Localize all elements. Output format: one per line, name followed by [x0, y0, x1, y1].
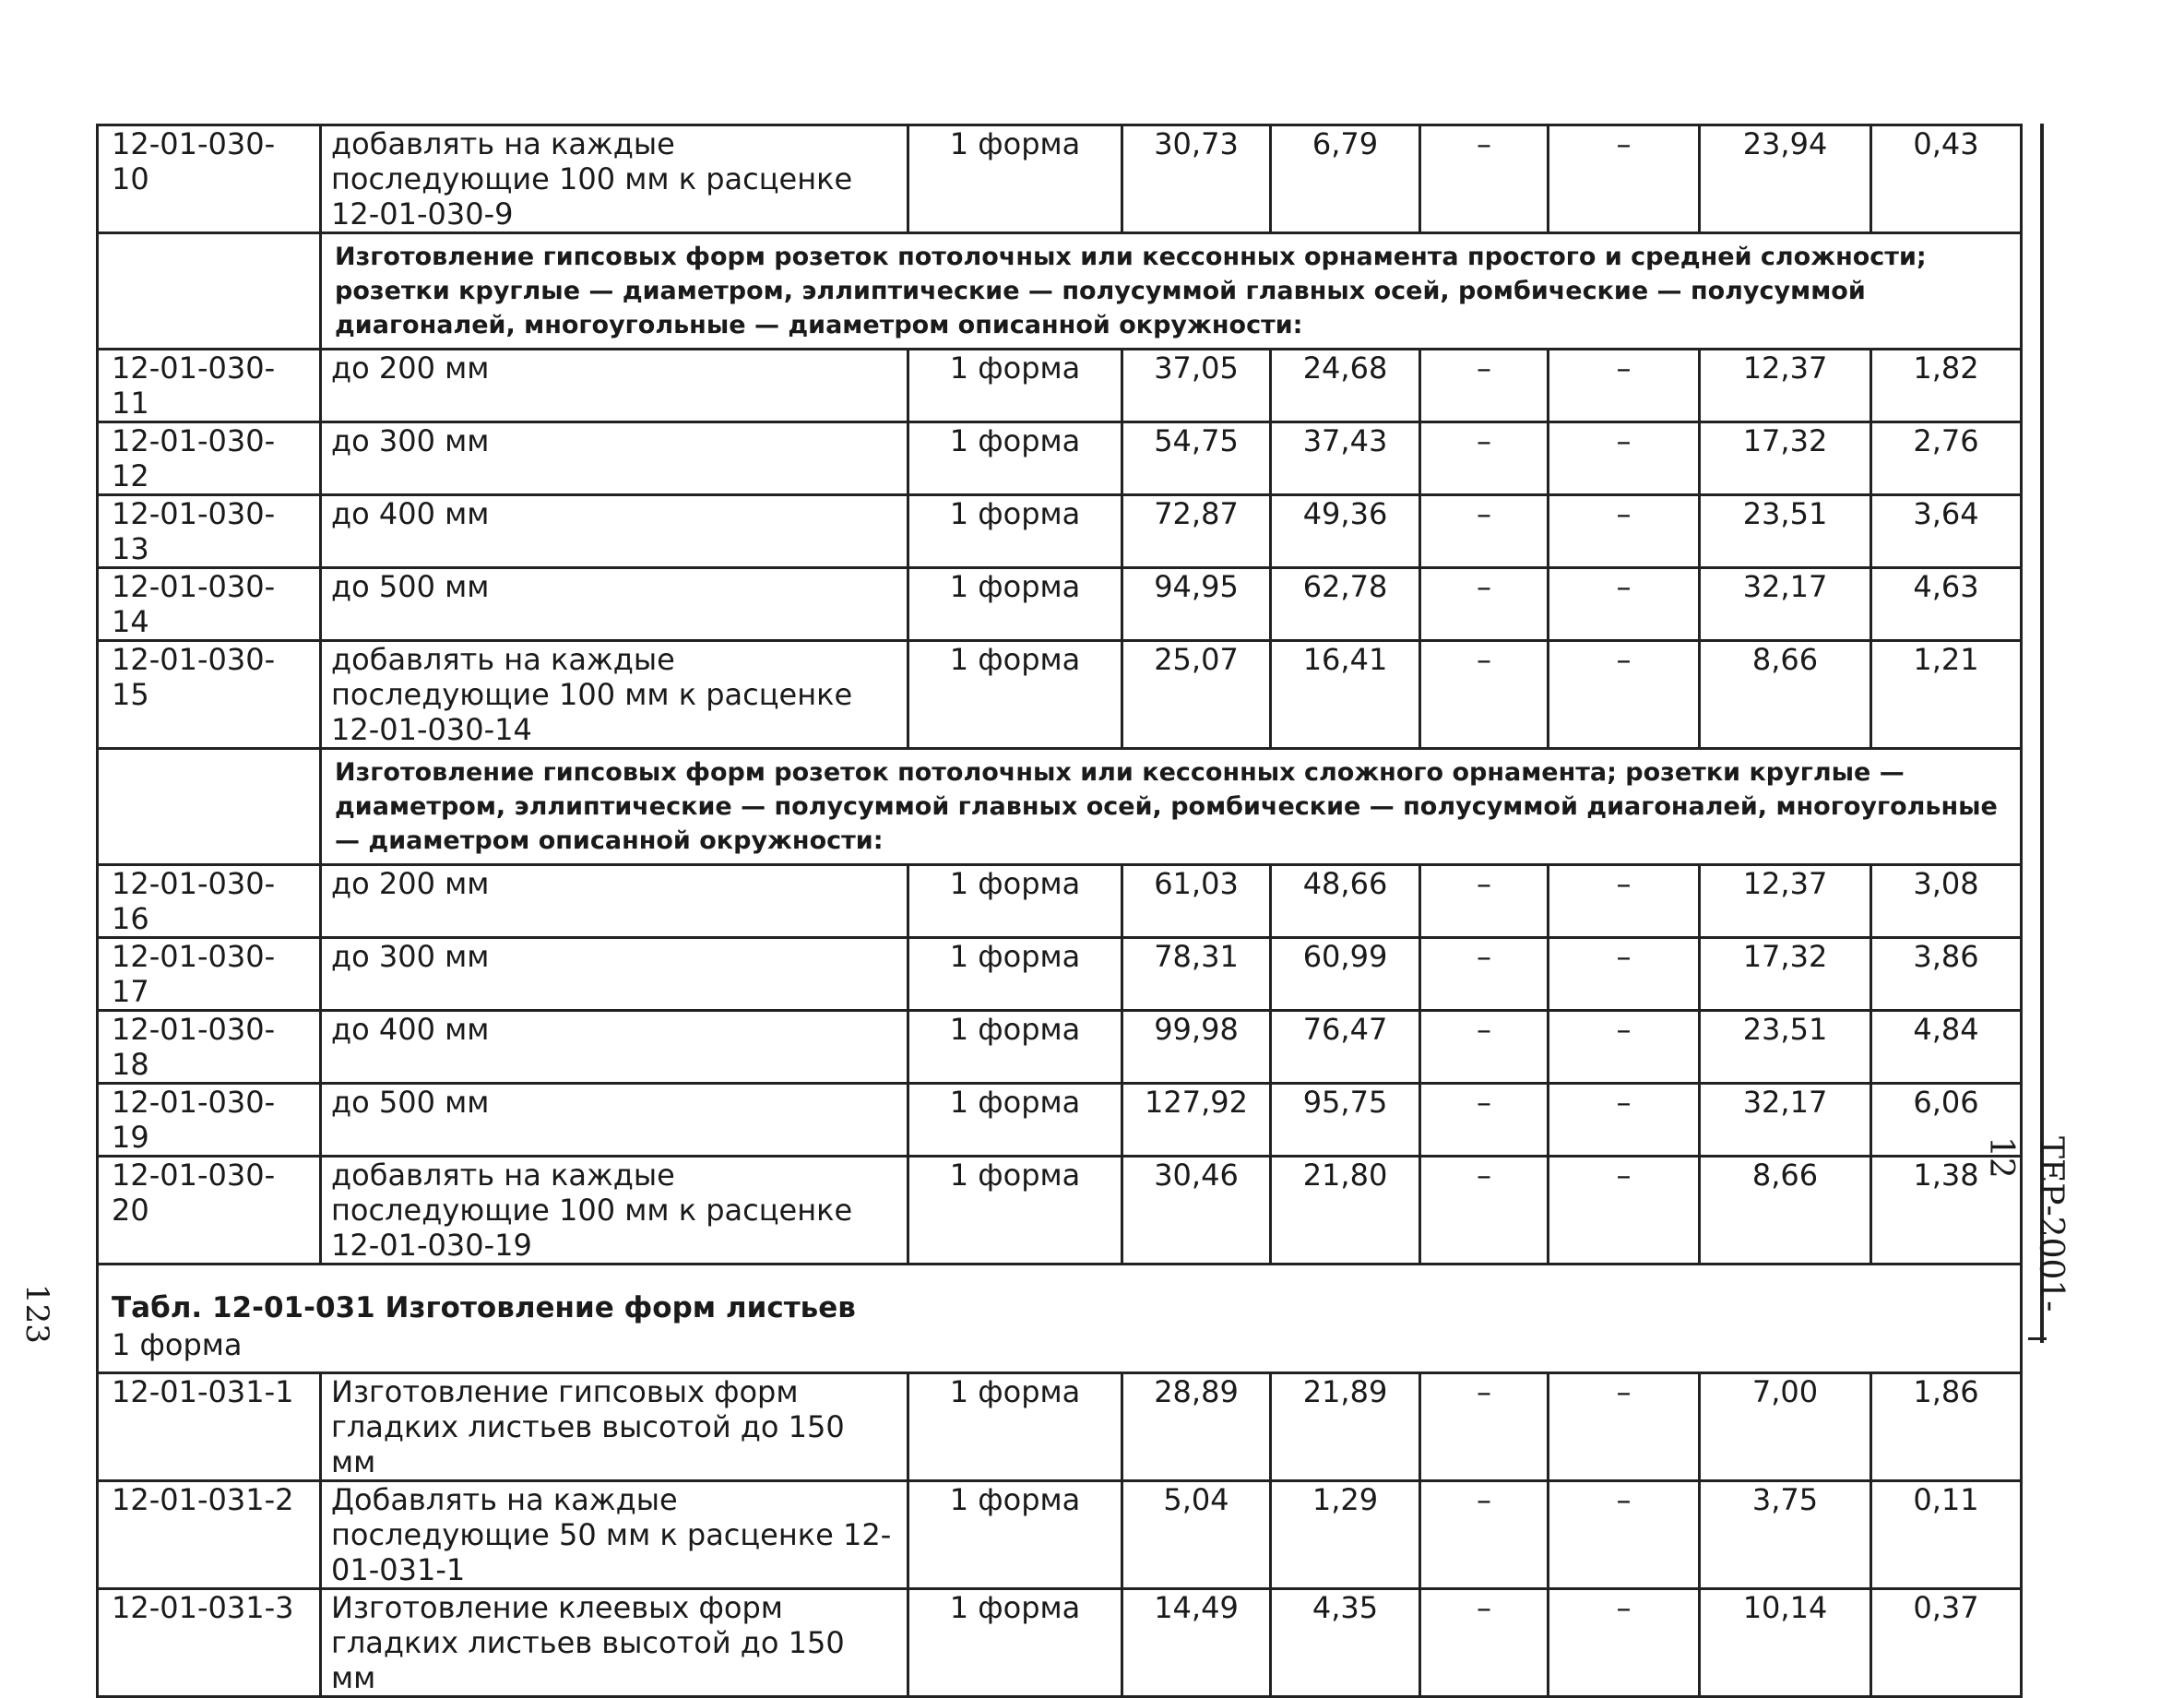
cell-machine-cost: –: [1420, 641, 1549, 749]
cell-measure-unit: 1 форма: [908, 938, 1122, 1011]
cell-direct-cost: 28,89: [1122, 1373, 1271, 1481]
cell-direct-cost: 72,87: [1122, 495, 1271, 568]
cell-rate-code: 12-01-030-16: [98, 865, 321, 938]
table-row: [98, 1589, 2022, 1697]
cell-material-cost: 12,37: [1700, 350, 1871, 422]
cell-material-cost: 17,32: [1700, 422, 1871, 495]
cell-work-description: до 500 мм: [321, 568, 908, 641]
cell-measure-unit: 1 форма: [908, 422, 1122, 495]
cell-work-description: до 300 мм: [321, 422, 908, 495]
series-code: ТЕР-2001-12: [1982, 1136, 2070, 1312]
cell-direct-cost: 30,73: [1122, 125, 1271, 233]
group-header-empty-cell: [98, 749, 321, 865]
cell-material-cost: 8,66: [1700, 641, 1871, 749]
cell-work-description: Добавлять на каждые последующие 50 мм к расценке 12-01-031-1: [321, 1481, 908, 1589]
cell-driver-wages: –: [1549, 422, 1700, 495]
cell-material-cost: 10,14: [1700, 1589, 1871, 1697]
cell-machine-cost: –: [1420, 1084, 1549, 1157]
cell-work-description: до 200 мм: [321, 865, 908, 938]
cell-driver-wages: –: [1549, 495, 1700, 568]
page-number: 123: [18, 1284, 55, 1344]
cell-measure-unit: 1 форма: [908, 1011, 1122, 1084]
table-row: [98, 1481, 2022, 1589]
cell-rate-code: 12-01-031-3: [98, 1589, 321, 1697]
cell-driver-wages: –: [1549, 865, 1700, 938]
cell-work-description: добавлять на каждые последующие 100 мм к расценке 12-01-030-14: [321, 641, 908, 749]
cell-machine-cost: –: [1420, 125, 1549, 233]
cell-direct-cost: 94,95: [1122, 568, 1271, 641]
cell-measure-unit: 1 форма: [908, 350, 1122, 422]
table-row: [98, 568, 2022, 641]
group-header-text: Изготовление гипсовых форм розеток потолочных или кессонных сложного орнамента; розетки круглые — диаметром, эллиптические — полусуммой главных осей, ромбические — полусуммой диагоналей, многоугольные — диаметром описанной окружности:: [321, 749, 2022, 865]
table-row: [98, 422, 2022, 495]
cell-labor-cost: 95,75: [1271, 1084, 1420, 1157]
cell-direct-cost: 127,92: [1122, 1084, 1271, 1157]
cell-material-cost: 3,75: [1700, 1481, 1871, 1589]
cell-direct-cost: 78,31: [1122, 938, 1271, 1011]
cell-direct-cost: 61,03: [1122, 865, 1271, 938]
cell-work-description: добавлять на каждые последующие 100 мм к расценке 12-01-030-9: [321, 125, 908, 233]
cell-material-cost: 32,17: [1700, 568, 1871, 641]
cell-driver-wages: –: [1549, 350, 1700, 422]
cell-material-cost: 32,17: [1700, 1084, 1871, 1157]
cell-driver-wages: –: [1549, 938, 1700, 1011]
cell-material-cost: 23,51: [1700, 495, 1871, 568]
table-row: [98, 1011, 2022, 1084]
cell-rate-code: 12-01-030-18: [98, 1011, 321, 1084]
cell-labor-hours: 1,21: [1871, 641, 2022, 749]
cell-labor-hours: 2,76: [1871, 422, 2022, 495]
cell-rate-code: 12-01-030-12: [98, 422, 321, 495]
cell-material-cost: 7,00: [1700, 1373, 1871, 1481]
cell-labor-hours: 0,11: [1871, 1481, 2022, 1589]
cell-measure-unit: 1 форма: [908, 1589, 1122, 1697]
table-row: [98, 865, 2022, 938]
cell-material-cost: 17,32: [1700, 938, 1871, 1011]
cell-labor-hours: 3,86: [1871, 938, 2022, 1011]
cell-labor-cost: 48,66: [1271, 865, 1420, 938]
cell-machine-cost: –: [1420, 1589, 1549, 1697]
cell-material-cost: 12,37: [1700, 865, 1871, 938]
cell-labor-cost: 60,99: [1271, 938, 1420, 1011]
cell-machine-cost: –: [1420, 1481, 1549, 1589]
cell-work-description: до 200 мм: [321, 350, 908, 422]
cell-driver-wages: –: [1549, 568, 1700, 641]
cell-direct-cost: 25,07: [1122, 641, 1271, 749]
group-header-text: Изготовление гипсовых форм розеток потолочных или кессонных орнамента простого и средней сложности; розетки круглые — диаметром, эллиптические — полусуммой главных осей, ромбические — полусуммой диагоналей, многоугольные — диаметром описанной окружности:: [321, 233, 2022, 350]
cell-work-description: до 500 мм: [321, 1084, 908, 1157]
table-row: [98, 125, 2022, 233]
cell-labor-cost: 16,41: [1271, 641, 1420, 749]
cell-measure-unit: 1 форма: [908, 125, 1122, 233]
table-row: [98, 350, 2022, 422]
cell-driver-wages: –: [1549, 641, 1700, 749]
table-row: [98, 1373, 2022, 1481]
cell-driver-wages: –: [1549, 1373, 1700, 1481]
section-title: Табл. 12-01-031 Изготовление форм листьев: [112, 1291, 856, 1324]
cell-direct-cost: 30,46: [1122, 1157, 1271, 1265]
cell-measure-unit: 1 форма: [908, 1373, 1122, 1481]
cell-measure-unit: 1 форма: [908, 641, 1122, 749]
table-row: [98, 641, 2022, 749]
cell-driver-wages: –: [1549, 1481, 1700, 1589]
cell-labor-cost: 76,47: [1271, 1011, 1420, 1084]
cell-rate-code: 12-01-030-17: [98, 938, 321, 1011]
cell-work-description: Изготовление гипсовых форм гладких листьев высотой до 150 мм: [321, 1373, 908, 1481]
cell-driver-wages: –: [1549, 1589, 1700, 1697]
cell-labor-cost: 4,35: [1271, 1589, 1420, 1697]
cell-rate-code: 12-01-030-10: [98, 125, 321, 233]
cell-driver-wages: –: [1549, 125, 1700, 233]
cell-machine-cost: –: [1420, 495, 1549, 568]
cell-machine-cost: –: [1420, 1157, 1549, 1265]
cell-work-description: до 300 мм: [321, 938, 908, 1011]
rates-table: [96, 124, 2023, 1698]
cell-work-description: до 400 мм: [321, 495, 908, 568]
cell-machine-cost: –: [1420, 1011, 1549, 1084]
cell-measure-unit: 1 форма: [908, 495, 1122, 568]
cell-measure-unit: 1 форма: [908, 1084, 1122, 1157]
cell-labor-cost: 49,36: [1271, 495, 1420, 568]
cell-machine-cost: –: [1420, 938, 1549, 1011]
cell-rate-code: 12-01-030-14: [98, 568, 321, 641]
group-header-row: [98, 749, 2022, 865]
cell-rate-code: 12-01-031-1: [98, 1373, 321, 1481]
cell-direct-cost: 5,04: [1122, 1481, 1271, 1589]
cell-rate-code: 12-01-030-11: [98, 350, 321, 422]
cell-labor-cost: 24,68: [1271, 350, 1420, 422]
cell-rate-code: 12-01-030-15: [98, 641, 321, 749]
cell-rate-code: 12-01-031-2: [98, 1481, 321, 1589]
cell-labor-cost: 21,80: [1271, 1157, 1420, 1265]
rates-table-body: [98, 125, 2022, 1697]
cell-labor-hours: 4,84: [1871, 1011, 2022, 1084]
cell-material-cost: 23,51: [1700, 1011, 1871, 1084]
cell-direct-cost: 99,98: [1122, 1011, 1271, 1084]
cell-measure-unit: 1 форма: [908, 568, 1122, 641]
cell-labor-hours: 1,38: [1871, 1157, 2022, 1265]
cell-labor-cost: 62,78: [1271, 568, 1420, 641]
cell-machine-cost: –: [1420, 568, 1549, 641]
section-title-cell: [98, 1265, 2022, 1373]
cell-driver-wages: –: [1549, 1011, 1700, 1084]
cell-labor-hours: 0,37: [1871, 1589, 2022, 1697]
cell-labor-hours: 1,82: [1871, 350, 2022, 422]
cell-labor-hours: 3,08: [1871, 865, 2022, 938]
cell-driver-wages: –: [1549, 1157, 1700, 1265]
cell-labor-cost: 21,89: [1271, 1373, 1420, 1481]
cell-labor-cost: 1,29: [1271, 1481, 1420, 1589]
cell-labor-cost: 6,79: [1271, 125, 1420, 233]
cell-labor-hours: 4,63: [1871, 568, 2022, 641]
cell-work-description: Изготовление клеевых форм гладких листьев высотой до 150 мм: [321, 1589, 908, 1697]
cell-labor-hours: 3,64: [1871, 495, 2022, 568]
table-row: [98, 1157, 2022, 1265]
section-title-row: [98, 1265, 2022, 1373]
cell-measure-unit: 1 форма: [908, 865, 1122, 938]
table-row: [98, 1084, 2022, 1157]
cell-measure-unit: 1 форма: [908, 1157, 1122, 1265]
cell-labor-hours: 1,86: [1871, 1373, 2022, 1481]
cell-direct-cost: 14,49: [1122, 1589, 1271, 1697]
cell-measure-unit: 1 форма: [908, 1481, 1122, 1589]
cell-machine-cost: –: [1420, 865, 1549, 938]
cell-work-description: до 400 мм: [321, 1011, 908, 1084]
cell-driver-wages: –: [1549, 1084, 1700, 1157]
cell-rate-code: 12-01-030-13: [98, 495, 321, 568]
cell-machine-cost: –: [1420, 350, 1549, 422]
cell-labor-hours: 0,43: [1871, 125, 2022, 233]
table-row: [98, 495, 2022, 568]
cell-machine-cost: –: [1420, 422, 1549, 495]
cell-labor-hours: 6,06: [1871, 1084, 2022, 1157]
group-header-row: [98, 233, 2022, 350]
cell-work-description: добавлять на каждые последующие 100 мм к расценке 12-01-030-19: [321, 1157, 908, 1265]
section-unit: 1 форма: [112, 1327, 243, 1362]
cell-direct-cost: 54,75: [1122, 422, 1271, 495]
cell-direct-cost: 37,05: [1122, 350, 1271, 422]
cell-rate-code: 12-01-030-19: [98, 1084, 321, 1157]
cell-material-cost: 23,94: [1700, 125, 1871, 233]
table-row: [98, 938, 2022, 1011]
group-header-empty-cell: [98, 233, 321, 350]
cell-machine-cost: –: [1420, 1373, 1549, 1481]
cell-material-cost: 8,66: [1700, 1157, 1871, 1265]
cell-labor-cost: 37,43: [1271, 422, 1420, 495]
cell-rate-code: 12-01-030-20: [98, 1157, 321, 1265]
